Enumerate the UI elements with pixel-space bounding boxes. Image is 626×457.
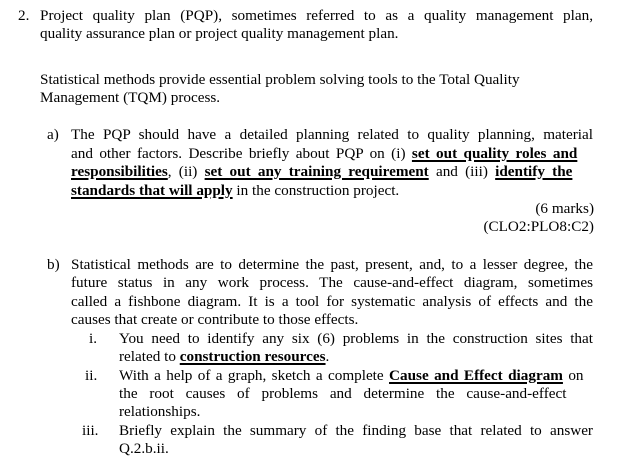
quality-roles-emphasis: set out quality roles and [411,145,578,162]
part-a-line-4-text: in the construction project. [232,182,400,199]
part-a-line-1: The PQP should have a detailed planning related to quality planning, material [71,126,593,143]
item-iii-line-1: Briefly explain the summary of the finding base that related to answer [119,422,593,439]
part-b-line-3: called a fishbone diagram. It is a tool for systematic analysis of effects and the [71,293,593,310]
item-i-numeral: i. [89,330,98,347]
training-requirement-emphasis: set out any training requirement [204,163,429,180]
item-i-line-2-text: related to [119,348,180,365]
part-a-line-2 [71,145,577,162]
construction-resources-emphasis: construction resources [179,348,326,365]
item-ii-line-1 [119,367,584,384]
part-b-line-1: Statistical methods are to determine the past, present, and, to a lesser degree, the [71,256,593,273]
item-ii-line-1-text: With a help of a graph, sketch a complete [119,367,390,384]
question-title-line-2: quality assurance plan or project quality management plan. [40,25,399,42]
part-a-line-3-text-1: , (ii) [167,163,205,180]
part-a-line-2-text: and other factors. Describe briefly about PQP on (i) [71,145,412,162]
question-number: 2. [18,7,30,24]
item-ii-line-2: the root causes of problems and determine the cause-and-effect [119,385,567,402]
item-iii-line-2: Q.2.b.ii. [119,440,169,457]
item-ii-line-3: relationships. [119,403,201,420]
part-a-line-3 [71,163,572,180]
identify-the-emphasis: identify the [495,163,573,180]
item-iii-numeral: iii. [82,422,99,439]
item-i-line-2-end: . [325,348,330,365]
part-b-line-2: future status in any work process. The cause-and-effect diagram, sometimes [71,274,593,291]
part-a-line-3-text-2: and (iii) [428,163,496,180]
item-ii-line-1-end: on [562,367,584,384]
standards-emphasis: standards that will apply [71,182,233,199]
part-b-label: b) [47,256,60,273]
question-title-line-1 [40,7,593,24]
part-b-line-4: causes that create or contribute to those effects. [71,311,359,328]
item-i-line-1: You need to identify any six (6) problems in the construction sites that [119,330,593,347]
part-a-marks: (6 marks) [535,200,594,217]
question-title-text-1: Project quality plan (PQP), sometimes referred to as a quality management plan, [40,7,593,24]
item-i-line-2 [119,348,329,365]
part-a-line-4 [71,182,399,199]
responsibilities-emphasis: responsibilities [71,163,168,180]
part-a-clo: (CLO2:PLO8:C2) [483,218,594,235]
intro-line-2: Management (TQM) process. [40,89,221,106]
cause-effect-diagram-emphasis: Cause and Effect diagram [389,367,563,384]
item-ii-numeral: ii. [85,367,98,384]
part-a-label: a) [47,126,59,143]
intro-line-1: Statistical methods provide essential problem solving tools to the Total Quality [40,71,520,88]
